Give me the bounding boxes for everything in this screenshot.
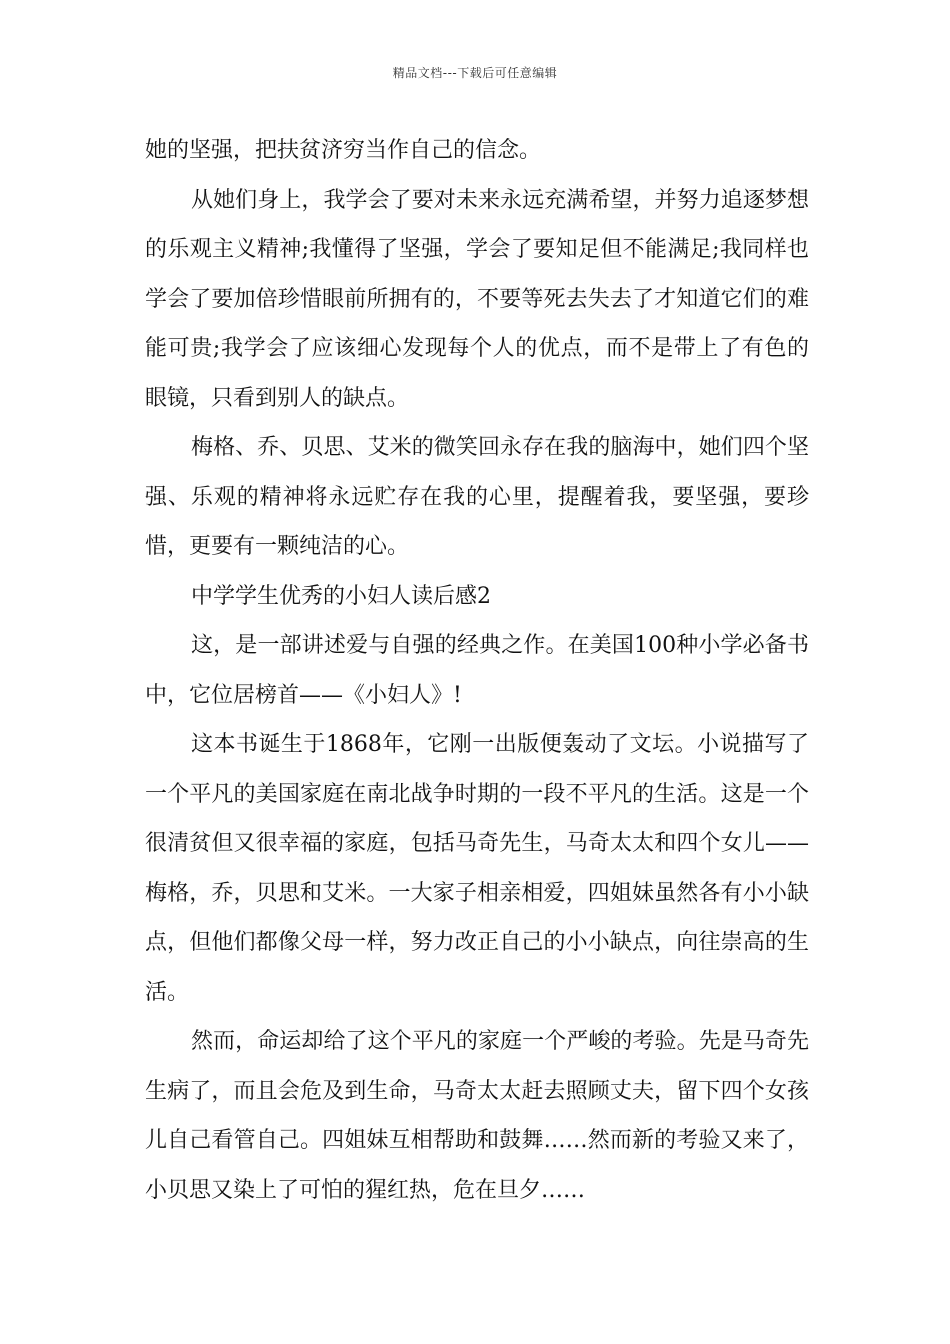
paragraph-2: 从她们身上，我学会了要对未来永远充满希望，并努力追逐梦想的乐观主义精神;我懂得了坚强，学会了要知足但不能满足;我同样也学会了要加倍珍惜眼前所拥有的，不要等死去失去了才知道它们的难能可贵;我学会了应该细心发现每个人的优点，而不是带上了有色的眼镜，只看到别人的缺点。 (145, 187, 809, 411)
document-body (145, 126, 809, 1215)
paragraph-6: 然而，命运却给了这个平凡的家庭一个严峻的考验。先是马奇先生病了，而且会危及到生命，马奇太太赶去照顾丈夫，留下四个女孩儿自己看管自己。四姐妹互相帮助和鼓舞……然而新的考验又来了，小贝思又染上了可怕的猩红热，危在旦夕…… (145, 1029, 809, 1203)
paragraph-1: 她的坚强，把扶贫济穷当作自己的信念。 (145, 138, 542, 163)
page-header: 精品文档---下载后可任意编辑 (392, 66, 558, 80)
paragraph-3: 梅格、乔、贝思、艾米的微笑回永存在我的脑海中，她们四个坚强、乐观的精神将永远贮存在我的心里，提醒着我，要坚强，要珍惜，更要有一颗纯洁的心。 (145, 435, 809, 559)
paragraph-5: 这本书诞生于1868年，它刚一出版便轰动了文坛。小说描写了一个平凡的美国家庭在南北战争时期的一段不平凡的生活。这是一个很清贫但又很幸福的家庭，包括马奇先生，马奇太太和四个女儿——梅格，乔，贝思和艾米。一大家子相亲相爱，四姐妹虽然各有小小缺点，但他们都像父母一样，努力改正自己的小小缺点，向往崇高的生活。 (145, 732, 809, 1005)
section-title: 中学学生优秀的小妇人读后感2 (191, 583, 491, 609)
paragraph-4: 这，是一部讲述爱与自强的经典之作。在美国100种小学必备书中，它位居榜首——《小妇人》! (145, 633, 809, 708)
